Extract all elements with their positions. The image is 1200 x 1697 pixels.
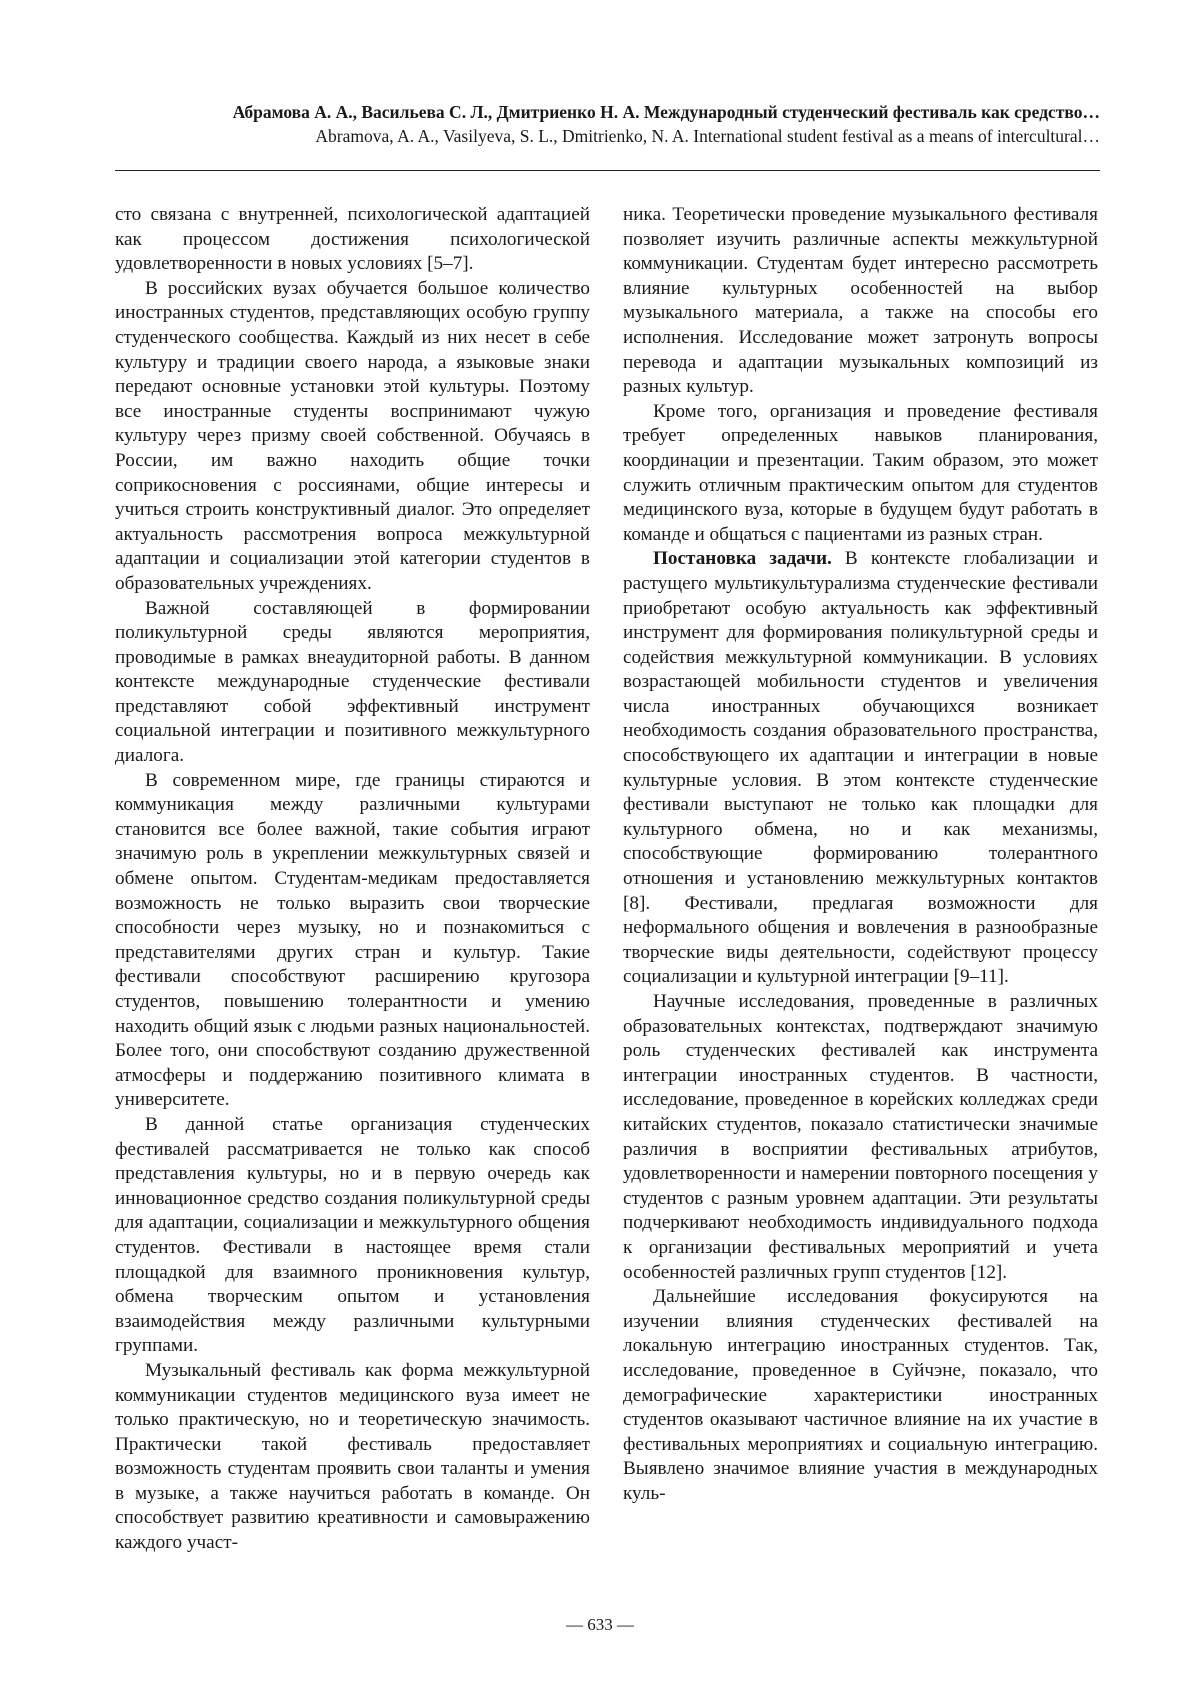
paragraph: В российских вузах обучается большое количество иностранных студентов, представляющих особую группу студенческого сообщества. Каждый из них несет в себе культуру и традиции своего народа, а языковые знаки передают основные установки этой культуры. Поэтому все иностранные студенты воспринимают чужую культуру через призму своей собственной. Обучаясь в России, им важно находить общие точки соприкосновения с россиянами, общие интересы и учиться строить конструктивный диалог. Это определяет актуальность рассмотрения вопроса межкультурной адаптации и социализации этой категории студентов в образовательных учреждениях. <box>115 277 590 594</box>
left-column <box>115 203 590 1556</box>
section-heading: Постановка задачи. <box>653 548 832 570</box>
header-title-en: Abramova, A. A., Vasilyeva, S. L., Dmitrienko, N. A. International student festival as a means of intercultural… <box>315 126 1100 146</box>
paragraph: сто связана с внутренней, психологической адаптацией как процессом достижения психологической удовлетворенности в новых условиях [5–7]. <box>115 204 590 275</box>
paragraph: Музыкальный фестиваль как форма межкультурной коммуникации студентов медицинского вуза имеет не только практическую, но и теоретическую значимость. Практически такой фестиваль предоставляет возможность студентам проявить свои таланты и умения в музыке, а также научиться работать в команде. Он способствует развитию креативности и самовыражению каждого участ- <box>115 1359 590 1554</box>
paragraph-text: В контексте глобализации и растущего мультикультурализма студенческие фестивали приобретают особую актуальность как эффективный инструмент для формирования поликультурной среды и содействия межкультурной коммуникации. В условиях возрастающей мобильности студентов и увеличения числа иностранных обучающихся возникает необходимость создания образовательного пространства, способствующего их адаптации и интеграции в новые культурные условия. В этом контексте студенческие фестивали выступают не только как площадки для культурного обмена, но и как механизмы, способствующие формированию толерантного отношения и установлению межкультурных контактов [8]. Фестивали, предлагая возможности для неформального общения и вовлечения в разнообразные творческие виды деятельности, содействуют процессу социализации и культурной интеграции [9–11]. <box>623 548 1098 988</box>
paragraph: Кроме того, организация и проведение фестиваля требует определенных навыков планирования, координации и презентации. Таким образом, это может служить отличным практическим опытом для студентов медицинского вуза, которые в будущем будут работать в команде и общаться с пациентами из разных стран. <box>623 400 1098 545</box>
paragraph: В данной статье организация студенческих фестивалей рассматривается не только как способ представления культуры, но и в первую очередь как инновационное средство создания поликультурной среды для адаптации, социализации и межкультурного общения студентов. Фестивали в настоящее время стали площадкой для взаимного проникновения культур, обмена творческим опытом и установления взаимодействия между различными культурными группами. <box>115 1113 590 1357</box>
paragraph: Научные исследования, проведенные в различных образовательных контекстах, подтверждают значимую роль студенческих фестивалей как инструмента интеграции иностранных студентов. В частности, исследование, проведенное в корейских колледжах среди китайских студентов, показало статистически значимые различия в восприятии фестивальных атрибутов, удовлетворенности и намерении повторного посещения у студентов с разным уровнем адаптации. Эти результаты подчеркивают необходимость индивидуального подхода к организации фестивальных мероприятий и учета особенностей различных групп студентов [12]. <box>623 991 1098 1283</box>
running-header <box>115 100 1100 148</box>
header-title-ru: Абрамова А. А., Васильева С. Л., Дмитриенко Н. А. Международный студенческий фестиваль как средство… <box>232 102 1100 122</box>
paragraph: Дальнейшие исследования фокусируются на изучении влияния студенческих фестивалей на локальную интеграцию иностранных студентов. Так, исследование, проведенное в Суйчэне, показало, что демографические характеристики иностранных студентов оказывают частичное влияние на их участие в фестивальных мероприятиях и социальную интеграцию. Выявлено значимое влияние участия в международных куль- <box>623 1286 1098 1504</box>
right-column <box>623 203 1098 1506</box>
paragraph: Важной составляющей в формировании поликультурной среды являются мероприятия, проводимые в рамках внеаудиторной работы. В данном контексте международные студенческие фестивали представляют собой эффективный инструмент социальной интеграции и позитивного межкультурного диалога. <box>115 597 590 767</box>
paragraph: ника. Теоретически проведение музыкального фестиваля позволяет изучить различные аспекты межкультурной коммуникации. Студентам будет интересно рассмотреть влияние культурных особенностей на выбор музыкального материала, а также на способы его исполнения. Исследование может затронуть вопросы перевода и адаптации музыкальных композиций из разных культур. <box>623 204 1098 398</box>
header-rule <box>115 170 1100 171</box>
paragraph: В современном мире, где границы стираются и коммуникация между различными культурами становится все более важной, такие события играют значимую роль в укреплении межкультурных связей и обмене опытом. Студентам-медикам предоставляется возможность не только выразить свои творческие способности через музыку, но и познакомиться с представителями других стран и культур. Такие фестивали способствуют расширению кругозора студентов, повышению толерантности и умению находить общий язык с людьми разных национальностей. Более того, они способствуют созданию дружественной атмосферы и поддержанию позитивного климата в университете. <box>115 769 590 1111</box>
paragraph-problem-statement <box>623 547 1098 990</box>
page-number: — 633 — <box>566 1615 634 1634</box>
